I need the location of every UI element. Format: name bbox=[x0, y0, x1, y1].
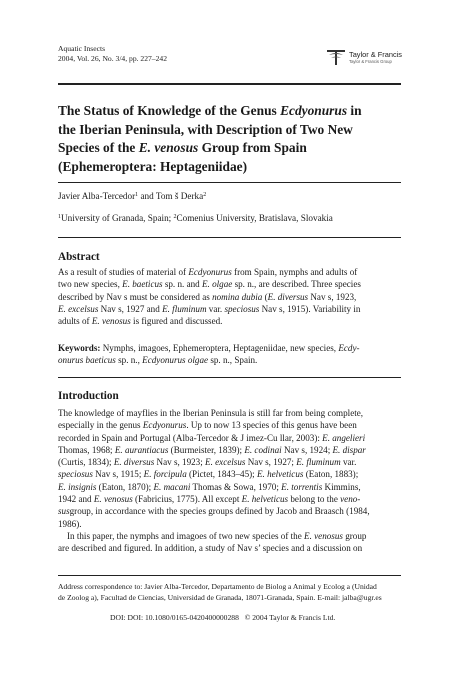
text-run: described by Nav s must be considered as bbox=[58, 291, 213, 302]
affiliation-rule bbox=[58, 237, 401, 238]
italic-run: E. torrentis bbox=[281, 481, 323, 492]
introduction-heading: Introduction bbox=[58, 390, 119, 402]
italic-run: E. baeticus bbox=[122, 279, 163, 290]
affiliation-superscript: 2 bbox=[173, 214, 177, 220]
text-run: ( bbox=[262, 291, 268, 302]
text-run: Nav s, 1924; bbox=[281, 444, 333, 455]
affiliation-text: University of Granada, Spain; bbox=[61, 213, 174, 223]
author-name: Javier Alba-Tercedor bbox=[58, 191, 136, 201]
journal-volume: 2004, Vol. 26, No. 3/4, pp. 227–242 bbox=[58, 54, 167, 63]
text-run: Nav s, 1915; bbox=[92, 469, 144, 480]
text-run: (Eaton, 1883); bbox=[303, 469, 359, 480]
publisher-logo-subtext: Taylor & Francis Group bbox=[349, 59, 392, 64]
italic-run: sus bbox=[58, 506, 70, 517]
title-text: Group from Spain bbox=[198, 140, 307, 156]
doi-text: DOI: DOI: 10.1080/0165-0420400000288 bbox=[110, 613, 239, 622]
text-run: Nav s, 1927 and bbox=[98, 303, 163, 314]
journal-name: Aquatic Insects bbox=[58, 44, 106, 53]
text-run: two new species, bbox=[58, 279, 123, 290]
italic-run: E. venosus bbox=[93, 494, 133, 505]
italic-run: E. aurantiacus bbox=[114, 444, 169, 455]
italic-run: E. angelieri bbox=[322, 432, 366, 443]
italic-run: E. insignis bbox=[58, 481, 97, 492]
affiliations bbox=[58, 213, 333, 223]
publisher-logo bbox=[325, 47, 402, 67]
italic-run: E. fluminum bbox=[162, 303, 207, 314]
correspondence-address bbox=[58, 582, 401, 603]
text-run: . Up to now 13 species of this genus have been bbox=[186, 420, 357, 431]
italic-run: E. venosus bbox=[91, 316, 131, 327]
text-run: Kimmins, bbox=[322, 481, 361, 492]
abstract-rule bbox=[58, 377, 401, 378]
italic-run: E. venosus bbox=[304, 530, 343, 541]
text-run: Nymphs, imagoes, Ephemeroptera, Heptageniidae, new species, bbox=[100, 343, 339, 353]
italic-run: onurus baeticus bbox=[58, 355, 116, 366]
text-run: especially in the genus bbox=[58, 420, 143, 431]
article-title bbox=[58, 102, 403, 176]
author-superscript: 1 bbox=[135, 192, 139, 198]
text-run: sp. n. and bbox=[162, 279, 202, 290]
text-run: Nav s, 1915). Variability in bbox=[259, 303, 361, 314]
text-line: Address correspondence to: Javier Alba-Tercedor, Departamento de Biolog a Animal y Ecolog a (Unidad bbox=[58, 582, 377, 591]
italic-run: E. fluminum bbox=[296, 457, 341, 468]
keywords bbox=[58, 342, 401, 367]
publisher-logo-icon bbox=[325, 47, 347, 67]
text-run: (Fabricius, 1775). All except bbox=[132, 494, 242, 505]
text-run: var. bbox=[206, 303, 225, 314]
text-run: Thomas, 1968; bbox=[58, 444, 115, 455]
text-run: (Curtis, 1834); bbox=[58, 457, 114, 468]
title-species: E. venosus bbox=[138, 140, 199, 156]
italic-run: E. codinai bbox=[244, 444, 282, 455]
text-run: is figured and discussed. bbox=[130, 316, 223, 327]
italic-run: E. helveticus bbox=[256, 469, 304, 480]
title-line: the Iberian Peninsula, with Description of Two New bbox=[58, 121, 353, 137]
title-rule bbox=[58, 182, 401, 183]
journal-citation bbox=[58, 44, 167, 64]
affiliation-text: Comenius University, Bratislava, Slovakia bbox=[176, 213, 333, 223]
title-text: Species of the bbox=[58, 140, 139, 156]
title-text: The Status of Knowledge of the Genus bbox=[58, 103, 281, 118]
text-run: sp. n., Spain. bbox=[208, 355, 258, 366]
text-line: 1986). bbox=[58, 518, 82, 529]
title-genus: Ecdyonurus bbox=[280, 103, 348, 118]
text-run: Nav s, 1927; bbox=[245, 457, 297, 468]
keywords-label: Keywords: bbox=[58, 343, 101, 353]
title-text: in bbox=[347, 103, 362, 118]
italic-run: E. forcipula bbox=[143, 469, 187, 480]
italic-run: E. macani bbox=[153, 481, 191, 492]
affiliation-superscript: 1 bbox=[58, 214, 61, 220]
italic-run: E. excelsus bbox=[205, 457, 246, 468]
italic-run: veno- bbox=[340, 494, 361, 505]
italic-run: E. diversus bbox=[267, 291, 309, 302]
header-rule bbox=[58, 83, 401, 85]
author-superscript: 2 bbox=[203, 192, 207, 198]
text-run: var. bbox=[340, 457, 357, 468]
text-run: belong to the bbox=[288, 494, 341, 505]
publisher-logo-text: Taylor & Francis bbox=[349, 50, 402, 59]
italic-run: Ecdyonurus olgae bbox=[142, 355, 209, 366]
text-run: recorded in Spain and Portugal (Alba-Tercedor & J imez-Cu llar, 2003): bbox=[58, 432, 323, 443]
text-line: de Zoolog a), Facultad de Ciencias, Universidad de Granada, 18071-Granada, Spain. E-mail: jalba@ugr.es bbox=[58, 592, 382, 602]
author-name: and Tom š Derka bbox=[138, 191, 204, 201]
text-run: (Eaton, 1870); bbox=[96, 481, 154, 492]
text-run: from Spain, nymphs and adults of bbox=[231, 267, 358, 277]
italic-run: Ecdyonurus bbox=[142, 420, 187, 431]
text-line: The knowledge of mayflies in the Iberian Peninsula is still far from being complete, bbox=[58, 408, 364, 418]
text-run: sp. n., bbox=[115, 355, 143, 366]
text-run: 1942 and bbox=[58, 494, 94, 505]
text-line: are described and figured. In addition, a study of Nav s’ species and a discussion on bbox=[58, 543, 363, 554]
italic-run: Ecdy- bbox=[338, 343, 360, 353]
italic-run: E. excelsus bbox=[58, 303, 99, 314]
text-run: (Pictet, 1843–45); bbox=[186, 469, 257, 480]
text-run: sp. n., are described. Three species bbox=[232, 279, 361, 290]
text-run: (Burmeister, 1839); bbox=[168, 444, 245, 455]
copyright-text: © 2004 Taylor & Francis Ltd. bbox=[244, 613, 336, 622]
text-run: adults of bbox=[58, 316, 92, 327]
text-run: Thomas & Sowa, 1970; bbox=[190, 481, 282, 492]
footnote-rule bbox=[58, 575, 401, 576]
text-run: Nav s, 1923, bbox=[308, 291, 357, 302]
italic-run: E. diversus bbox=[113, 457, 155, 468]
text-run: As a result of studies of material of bbox=[58, 267, 189, 277]
italic-run: Ecdyonurus bbox=[188, 267, 232, 277]
italic-run: nomina dubia bbox=[212, 291, 263, 302]
abstract-heading: Abstract bbox=[58, 251, 100, 263]
text-run: In this paper, the nymphs and imagoes of two new species of the bbox=[67, 530, 305, 541]
italic-run: speciosus bbox=[224, 303, 260, 314]
introduction-text bbox=[58, 407, 401, 555]
doi-line bbox=[110, 613, 335, 622]
abstract-text bbox=[58, 266, 401, 327]
text-run: group, in accordance with the species groups defined by Jacob and Braasch (1984, bbox=[69, 506, 370, 517]
italic-run: E. olgae bbox=[201, 279, 233, 290]
italic-run: speciosus bbox=[58, 469, 93, 480]
text-run: Nav s, 1923; bbox=[154, 457, 206, 468]
italic-run: E. dispar bbox=[332, 444, 366, 455]
title-line: (Ephemeroptera: Heptageniidae) bbox=[58, 158, 248, 174]
text-run: group bbox=[342, 530, 367, 541]
italic-run: E. helveticus bbox=[241, 494, 289, 505]
author-list bbox=[58, 191, 206, 201]
